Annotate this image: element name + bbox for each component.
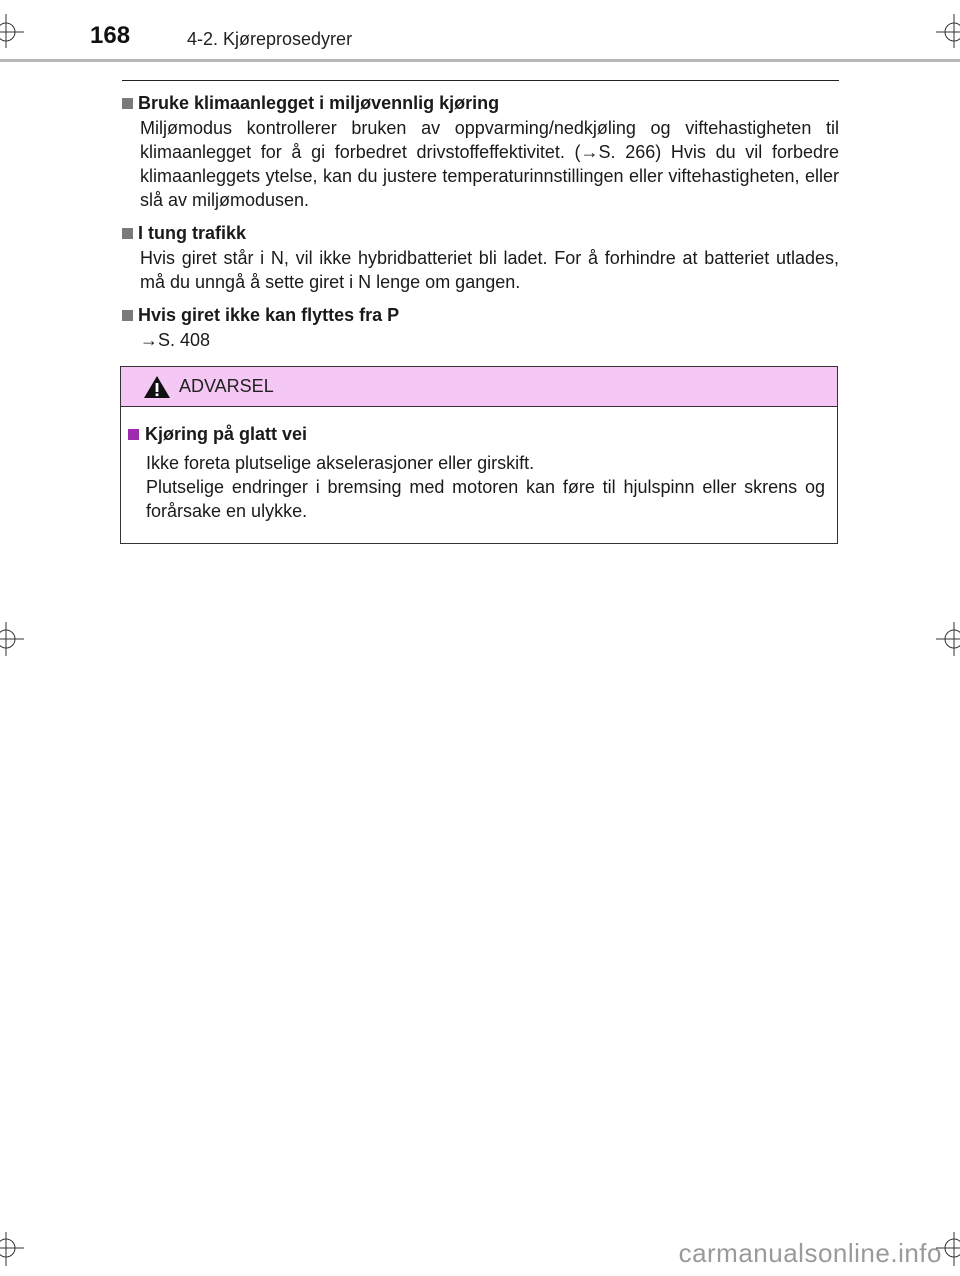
warning-item-title: Kjøring på glatt vei [145, 423, 308, 444]
item-body: Hvis giret står i N, vil ikke hybridbatteriet bli ladet. For å forhindre at batteriet utlades, må du unngå å sette giret i N lenge om gangen. [140, 248, 839, 292]
warning-header [121, 367, 837, 407]
item-head [122, 90, 839, 116]
item-body: →S. 408 [140, 330, 211, 350]
square-bullet-icon [128, 429, 139, 440]
item-title: I tung trafikk [138, 222, 247, 243]
crop-mark-mid-left [0, 622, 24, 656]
warning-line-1: Ikke foreta plutselige akselerasjoner eller girskift. [146, 453, 535, 473]
item-body: Miljømodus kontrollerer bruken av oppvarming/nedkjøling og viftehastigheten til klimaanlegget for å gi forbedret drivstoffeffektivitet. (→S. 266) Hvis du vil forbedre klimaanleggets ytelse, kan du justere temperaturinnstillingen eller viftehastigheten, eller slå av miljømodusen. [140, 118, 839, 210]
crop-mark-bottom-left [0, 1232, 24, 1266]
page-number: 168 [90, 22, 131, 49]
content-top-rule [122, 80, 839, 81]
header-rule [0, 59, 960, 62]
item-title: Bruke klimaanlegget i miljøvennlig kjøring [138, 92, 500, 113]
section-title: 4-2. Kjøreprosedyrer [187, 29, 353, 49]
item-shift-from-p [122, 302, 839, 352]
item-head [122, 302, 839, 328]
warning-item-head [128, 421, 825, 447]
item-head [122, 220, 839, 246]
watermark: carmanualsonline.info [678, 1238, 942, 1268]
square-bullet-icon [122, 228, 133, 239]
item-title: Hvis giret ikke kan flyttes fra P [138, 304, 400, 325]
crop-mark-mid-right [936, 622, 960, 656]
square-bullet-icon [122, 98, 133, 109]
page-header [0, 0, 960, 66]
warning-text [146, 451, 825, 523]
warning-label: ADVARSEL [179, 376, 274, 396]
item-climate [122, 90, 839, 212]
content [122, 90, 839, 360]
warning-line-2: Plutselige endringer i bremsing med motoren kan føre til hjulspinn eller skrens og forårsake en ulykke. [146, 477, 825, 521]
square-bullet-icon [122, 310, 133, 321]
item-heavy-traffic [122, 220, 839, 294]
warning-box [120, 366, 838, 544]
warning-triangle-icon [143, 375, 171, 399]
warning-body [121, 407, 837, 523]
